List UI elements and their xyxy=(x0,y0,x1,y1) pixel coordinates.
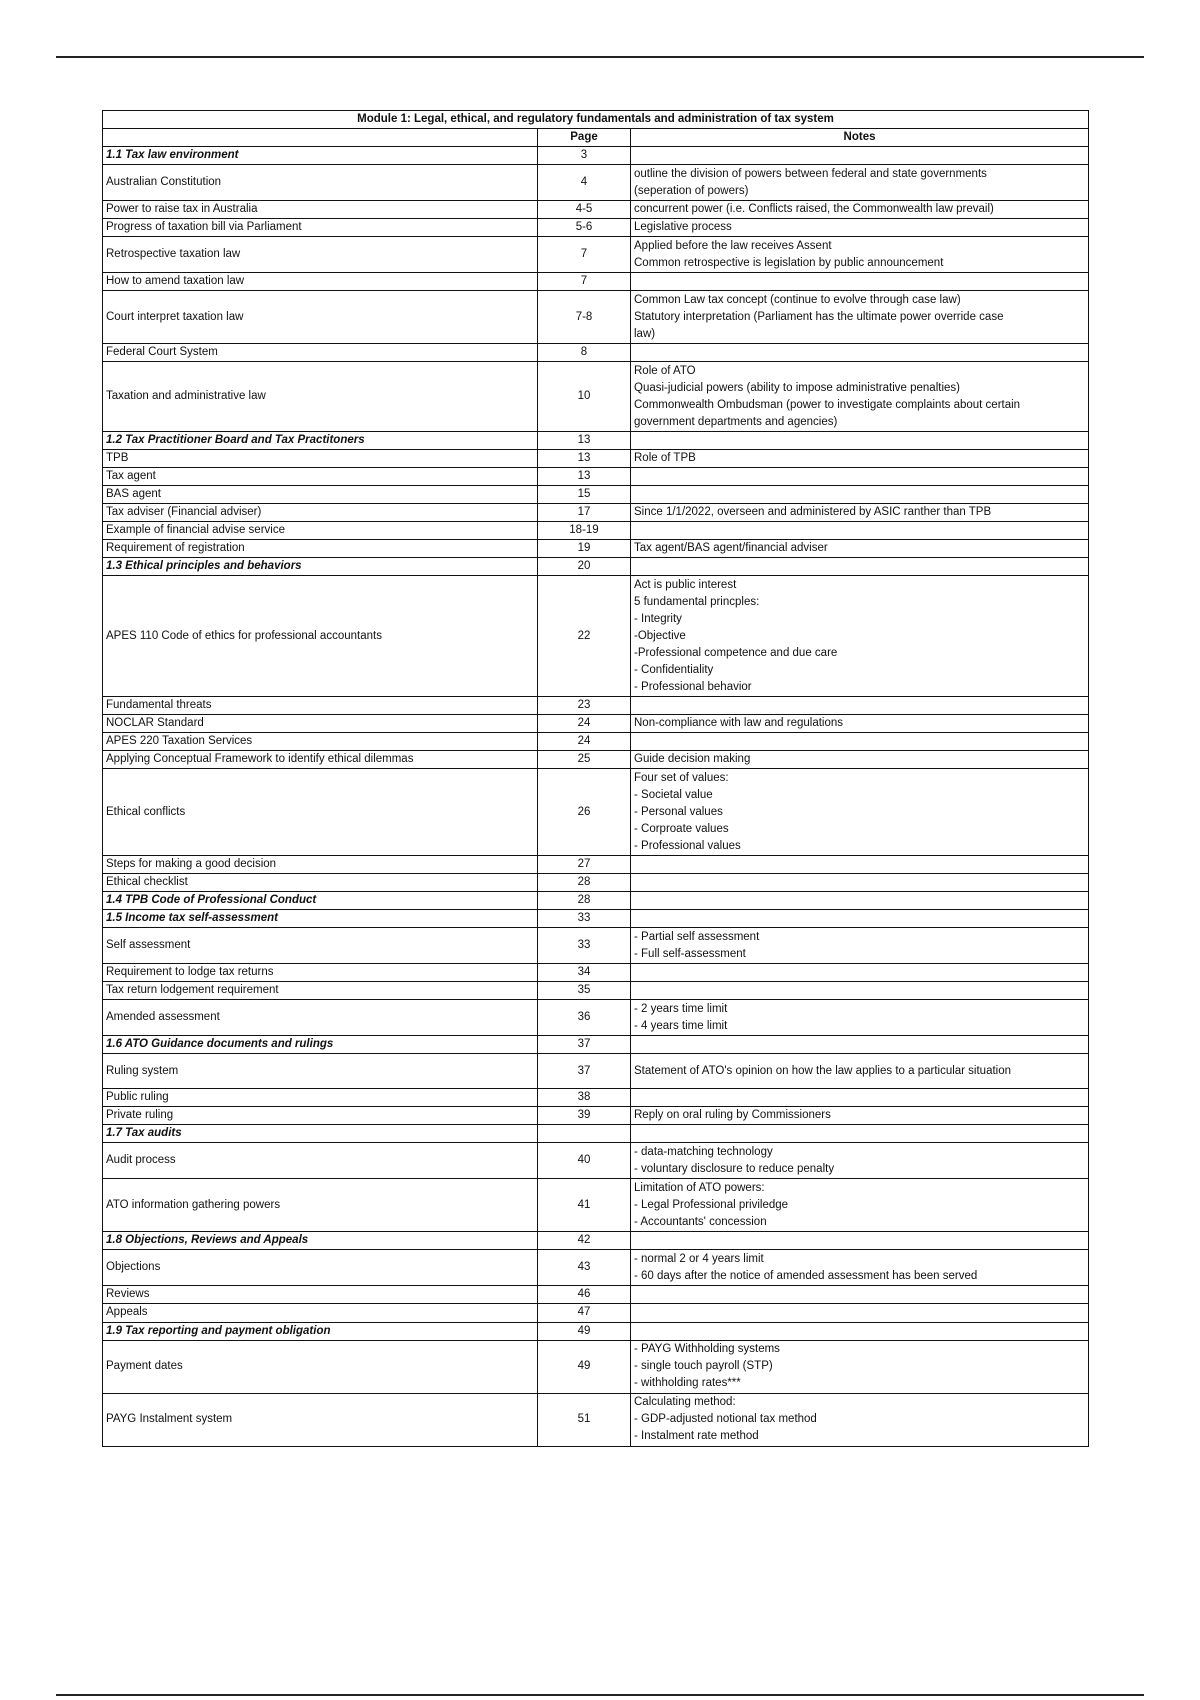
table-row xyxy=(103,1393,1089,1446)
note-line: - Personal values xyxy=(634,805,723,818)
topic-cell: Appeals xyxy=(103,1304,538,1322)
notes-cell xyxy=(631,1036,1089,1054)
note-line: Guide decision making xyxy=(634,753,751,766)
note-line: Act is public interest xyxy=(634,578,737,591)
topic-cell: 1.6 ATO Guidance documents and rulings xyxy=(103,1036,538,1054)
topic-cell: Power to raise tax in Australia xyxy=(103,201,538,219)
note-line: Common Law tax concept (continue to evolve through case law) xyxy=(634,293,961,306)
page-cell: 24 xyxy=(538,733,631,751)
note-line: Applied before the law receives Assent xyxy=(634,239,832,252)
page-cell: 7 xyxy=(538,273,631,291)
notes-cell xyxy=(631,344,1089,362)
note-line: Commonwealth Ombudsman (power to investigate complaints about certain xyxy=(634,398,1021,411)
topic-cell: Tax return lodgement requirement xyxy=(103,982,538,1000)
table-row xyxy=(103,468,1089,486)
topic-cell: Reviews xyxy=(103,1286,538,1304)
topic-cell: APES 220 Taxation Services xyxy=(103,733,538,751)
notes-cell xyxy=(631,1054,1089,1089)
section-row xyxy=(103,147,1089,165)
table-row xyxy=(103,1107,1089,1125)
notes-cell xyxy=(631,486,1089,504)
table-row xyxy=(103,1286,1089,1304)
table-row xyxy=(103,165,1089,201)
page-cell: 23 xyxy=(538,697,631,715)
note-line: Reply on oral ruling by Commissioners xyxy=(634,1109,831,1122)
notes-cell xyxy=(631,504,1089,522)
table-row xyxy=(103,982,1089,1000)
notes-cell xyxy=(631,522,1089,540)
note-line: - Partial self assessment xyxy=(634,930,760,943)
page-cell: 34 xyxy=(538,964,631,982)
page-cell xyxy=(538,1125,631,1143)
notes-cell xyxy=(631,910,1089,928)
note-line: - Accountants' concession xyxy=(634,1215,767,1228)
table-row xyxy=(103,237,1089,273)
topic-cell: Private ruling xyxy=(103,1107,538,1125)
topic-cell: 1.2 Tax Practitioner Board and Tax Practitoners xyxy=(103,432,538,450)
table-row xyxy=(103,964,1089,982)
notes-cell xyxy=(631,1340,1089,1393)
notes-cell xyxy=(631,147,1089,165)
footer-rule xyxy=(56,1694,1144,1696)
table-row xyxy=(103,769,1089,856)
notes-cell xyxy=(631,1179,1089,1232)
note-line: Quasi-judicial powers (ability to impose administrative penalties) xyxy=(634,381,960,394)
page-cell: 24 xyxy=(538,715,631,733)
notes-cell xyxy=(631,928,1089,964)
topic-cell: ATO information gathering powers xyxy=(103,1179,538,1232)
topic-cell: Ethical checklist xyxy=(103,874,538,892)
notes-cell xyxy=(631,291,1089,344)
notes-cell xyxy=(631,1304,1089,1322)
table-title-row xyxy=(103,111,1089,129)
page-cell: 19 xyxy=(538,540,631,558)
topic-cell: Requirement to lodge tax returns xyxy=(103,964,538,982)
topic-cell: Australian Constitution xyxy=(103,165,538,201)
note-line: Four set of values: xyxy=(634,771,729,784)
topic-cell: Fundamental threats xyxy=(103,697,538,715)
topic-cell: Court interpret taxation law xyxy=(103,291,538,344)
study-notes-table xyxy=(102,110,1089,1447)
notes-cell xyxy=(631,1089,1089,1107)
table-row xyxy=(103,504,1089,522)
section-row xyxy=(103,1036,1089,1054)
table-row xyxy=(103,486,1089,504)
page-cell: 13 xyxy=(538,432,631,450)
topic-cell: BAS agent xyxy=(103,486,538,504)
page-cell: 25 xyxy=(538,751,631,769)
notes-cell xyxy=(631,558,1089,576)
page-cell: 17 xyxy=(538,504,631,522)
page-cell: 47 xyxy=(538,1304,631,1322)
page-cell: 33 xyxy=(538,910,631,928)
page-cell: 39 xyxy=(538,1107,631,1125)
topic-cell: Progress of taxation bill via Parliament xyxy=(103,219,538,237)
page-cell: 13 xyxy=(538,468,631,486)
section-row xyxy=(103,1322,1089,1340)
table-row xyxy=(103,273,1089,291)
topic-cell: 1.3 Ethical principles and behaviors xyxy=(103,558,538,576)
topic-cell: Applying Conceptual Framework to identify ethical dilemmas xyxy=(103,751,538,769)
topic-cell: 1.5 Income tax self-assessment xyxy=(103,910,538,928)
page-cell: 49 xyxy=(538,1322,631,1340)
section-row xyxy=(103,558,1089,576)
notes-cell xyxy=(631,1322,1089,1340)
table-row xyxy=(103,576,1089,697)
page-cell: 4-5 xyxy=(538,201,631,219)
page-cell: 26 xyxy=(538,769,631,856)
notes-cell xyxy=(631,201,1089,219)
topic-cell: Federal Court System xyxy=(103,344,538,362)
page-cell: 20 xyxy=(538,558,631,576)
note-line: Role of TPB xyxy=(634,452,696,465)
page-cell: 35 xyxy=(538,982,631,1000)
notes-cell xyxy=(631,982,1089,1000)
table-row xyxy=(103,1250,1089,1286)
table-row xyxy=(103,1143,1089,1179)
topic-cell: Audit process xyxy=(103,1143,538,1179)
section-row xyxy=(103,910,1089,928)
topic-cell: Public ruling xyxy=(103,1089,538,1107)
table-row xyxy=(103,856,1089,874)
note-line: - Professional behavior xyxy=(634,680,752,693)
note-line: law) xyxy=(634,327,656,340)
table-row xyxy=(103,733,1089,751)
notes-cell xyxy=(631,273,1089,291)
topic-cell: Taxation and administrative law xyxy=(103,362,538,432)
table-row xyxy=(103,450,1089,468)
topic-cell: TPB xyxy=(103,450,538,468)
page-cell: 27 xyxy=(538,856,631,874)
page-cell: 49 xyxy=(538,1340,631,1393)
notes-cell xyxy=(631,697,1089,715)
table-row xyxy=(103,715,1089,733)
notes-cell xyxy=(631,1393,1089,1446)
page-cell: 22 xyxy=(538,576,631,697)
notes-cell xyxy=(631,237,1089,273)
topic-cell: Ethical conflicts xyxy=(103,769,538,856)
page-cell: 3 xyxy=(538,147,631,165)
page-cell: 37 xyxy=(538,1054,631,1089)
note-line: outline the division of powers between federal and state governments xyxy=(634,167,987,180)
table-row xyxy=(103,1179,1089,1232)
page-cell: 36 xyxy=(538,1000,631,1036)
notes-cell xyxy=(631,576,1089,697)
notes-cell xyxy=(631,468,1089,486)
notes-cell xyxy=(631,1250,1089,1286)
topic-cell: Retrospective taxation law xyxy=(103,237,538,273)
topic-cell: Amended assessment xyxy=(103,1000,538,1036)
column-header-page: Page xyxy=(538,129,631,147)
page-cell: 40 xyxy=(538,1143,631,1179)
note-line: -Objective xyxy=(634,629,686,642)
notes-cell xyxy=(631,1143,1089,1179)
note-line: - Full self-assessment xyxy=(634,947,746,960)
note-line: - normal 2 or 4 years limit xyxy=(634,1252,764,1265)
notes-cell xyxy=(631,432,1089,450)
table-title: Module 1: Legal, ethical, and regulatory fundamentals and administration of tax system xyxy=(103,111,1089,129)
topic-cell: 1.8 Objections, Reviews and Appeals xyxy=(103,1232,538,1250)
notes-cell xyxy=(631,733,1089,751)
topic-cell: Tax adviser (Financial adviser) xyxy=(103,504,538,522)
page-cell: 37 xyxy=(538,1036,631,1054)
note-line: - Corproate values xyxy=(634,822,729,835)
page-cell: 7-8 xyxy=(538,291,631,344)
topic-cell: How to amend taxation law xyxy=(103,273,538,291)
topic-cell: Objections xyxy=(103,1250,538,1286)
page-cell: 51 xyxy=(538,1393,631,1446)
note-line: Limitation of ATO powers: xyxy=(634,1181,765,1194)
note-line: Non-compliance with law and regulations xyxy=(634,717,844,730)
notes-cell xyxy=(631,1232,1089,1250)
page-cell: 5-6 xyxy=(538,219,631,237)
topic-cell: 1.4 TPB Code of Professional Conduct xyxy=(103,892,538,910)
notes-cell xyxy=(631,219,1089,237)
note-line: Since 1/1/2022, overseen and administered by ASIC ranther than TPB xyxy=(634,506,992,519)
notes-cell xyxy=(631,362,1089,432)
note-line: concurrent power (i.e. Conflicts raised, the Commonwealth law prevail) xyxy=(634,203,994,216)
note-line: - Professional values xyxy=(634,839,741,852)
page-cell: 28 xyxy=(538,874,631,892)
topic-cell: Steps for making a good decision xyxy=(103,856,538,874)
topic-cell: 1.1 Tax law environment xyxy=(103,147,538,165)
note-line: - GDP-adjusted notional tax method xyxy=(634,1413,817,1425)
note-line: - 60 days after the notice of amended assessment has been served xyxy=(634,1269,978,1282)
note-line: - single touch payroll (STP) xyxy=(634,1360,773,1372)
note-line: Common retrospective is legislation by public announcement xyxy=(634,256,944,269)
note-line: - PAYG Withholding systems xyxy=(634,1342,780,1355)
notes-cell xyxy=(631,1125,1089,1143)
note-line: - 4 years time limit xyxy=(634,1019,728,1032)
page-cell: 15 xyxy=(538,486,631,504)
notes-cell xyxy=(631,165,1089,201)
note-line: - withholding rates*** xyxy=(634,1377,741,1390)
note-line: - Confidentiality xyxy=(634,663,714,676)
topic-cell: APES 110 Code of ethics for professional accountants xyxy=(103,576,538,697)
column-header-notes: Notes xyxy=(631,129,1089,147)
note-line: Statutory interpretation (Parliament has the ultimate power override case xyxy=(634,310,1004,323)
table-row xyxy=(103,201,1089,219)
page-cell: 10 xyxy=(538,362,631,432)
table-row xyxy=(103,874,1089,892)
table-row xyxy=(103,1000,1089,1036)
note-line: - Instalment rate method xyxy=(634,1430,759,1443)
notes-cell xyxy=(631,892,1089,910)
notes-cell xyxy=(631,540,1089,558)
note-line: -Professional competence and due care xyxy=(634,646,838,659)
note-line: Role of ATO xyxy=(634,364,696,377)
note-line: Calculating method: xyxy=(634,1395,736,1408)
notes-cell xyxy=(631,715,1089,733)
topic-cell: Self assessment xyxy=(103,928,538,964)
page-cell: 18-19 xyxy=(538,522,631,540)
page-cell: 43 xyxy=(538,1250,631,1286)
page-cell: 4 xyxy=(538,165,631,201)
notes-cell xyxy=(631,1286,1089,1304)
note-line: - Societal value xyxy=(634,788,713,801)
table-row xyxy=(103,751,1089,769)
table-row xyxy=(103,522,1089,540)
topic-cell: Payment dates xyxy=(103,1340,538,1393)
table-row xyxy=(103,362,1089,432)
notes-cell xyxy=(631,769,1089,856)
page-cell: 33 xyxy=(538,928,631,964)
notes-cell xyxy=(631,874,1089,892)
notes-cell xyxy=(631,751,1089,769)
notes-cell xyxy=(631,1000,1089,1036)
section-row xyxy=(103,1232,1089,1250)
page-cell: 42 xyxy=(538,1232,631,1250)
table-row xyxy=(103,1304,1089,1322)
note-line: - Legal Professional priviledge xyxy=(634,1198,789,1211)
table-row xyxy=(103,291,1089,344)
notes-cell xyxy=(631,450,1089,468)
topic-cell: PAYG Instalment system xyxy=(103,1393,538,1446)
note-line: government departments and agencies) xyxy=(634,415,838,428)
page-cell: 7 xyxy=(538,237,631,273)
table-row xyxy=(103,697,1089,715)
note-line: (seperation of powers) xyxy=(634,184,749,197)
notes-cell xyxy=(631,964,1089,982)
topic-cell: Tax agent xyxy=(103,468,538,486)
table-row xyxy=(103,1340,1089,1393)
table-row xyxy=(103,540,1089,558)
page-cell: 28 xyxy=(538,892,631,910)
note-line: Legislative process xyxy=(634,221,732,234)
section-row xyxy=(103,892,1089,910)
page-cell: 46 xyxy=(538,1286,631,1304)
table-row xyxy=(103,344,1089,362)
table-row xyxy=(103,1054,1089,1089)
page-cell: 41 xyxy=(538,1179,631,1232)
notes-cell xyxy=(631,1107,1089,1125)
section-row xyxy=(103,432,1089,450)
note-line: Statement of ATO's opinion on how the law applies to a particular situation xyxy=(634,1064,1012,1077)
topic-cell: NOCLAR Standard xyxy=(103,715,538,733)
topic-cell: Ruling system xyxy=(103,1054,538,1089)
table-header-row xyxy=(103,129,1089,147)
page-cell: 13 xyxy=(538,450,631,468)
topic-cell: 1.9 Tax reporting and payment obligation xyxy=(103,1322,538,1340)
column-header-topic xyxy=(103,129,538,147)
table-row xyxy=(103,219,1089,237)
topic-cell: Example of financial advise service xyxy=(103,522,538,540)
page-cell: 38 xyxy=(538,1089,631,1107)
table-row xyxy=(103,928,1089,964)
table-row xyxy=(103,1089,1089,1107)
topic-cell: 1.7 Tax audits xyxy=(103,1125,538,1143)
page-cell: 8 xyxy=(538,344,631,362)
section-row xyxy=(103,1125,1089,1143)
notes-cell xyxy=(631,856,1089,874)
note-line: Tax agent/BAS agent/financial adviser xyxy=(634,542,828,555)
note-line: - voluntary disclosure to reduce penalty xyxy=(634,1162,835,1175)
note-line: 5 fundamental princples: xyxy=(634,595,760,608)
table-body xyxy=(103,147,1089,1446)
note-line: - data-matching technology xyxy=(634,1145,773,1158)
note-line: - 2 years time limit xyxy=(634,1002,728,1015)
note-line: - Integrity xyxy=(634,612,682,625)
header-rule xyxy=(56,56,1144,58)
topic-cell: Requirement of registration xyxy=(103,540,538,558)
